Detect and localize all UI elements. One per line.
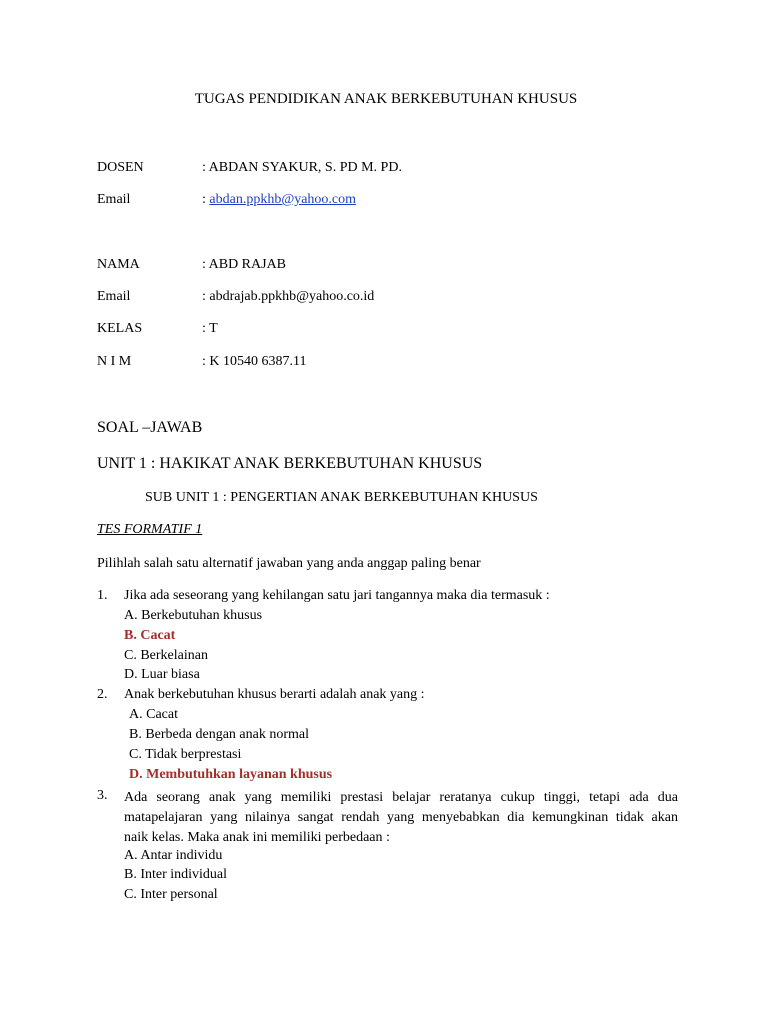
- dosen-label: DOSEN: [97, 160, 144, 175]
- question-2-option-b: B. Berbeda dengan anak normal: [129, 727, 309, 742]
- question-1-option-c: C. Berkelainan: [124, 648, 208, 663]
- question-3-option-a: A. Antar individu: [124, 848, 223, 863]
- dosen-value: : ABDAN SYAKUR, S. PD M. PD.: [202, 160, 402, 175]
- question-3-line: naik kelas. Maka anak ini memiliki perbedaan :: [124, 830, 390, 845]
- question-2-number: 2.: [97, 687, 108, 702]
- nama-label: NAMA: [97, 257, 140, 272]
- nim-value: : K 10540 6387.11: [202, 354, 307, 369]
- dosen-email-row: [202, 192, 356, 208]
- nim-label: N I M: [97, 354, 132, 369]
- question-3-option-c: C. Inter personal: [124, 887, 218, 902]
- question-3-number: 3.: [97, 788, 108, 803]
- question-3-line: matapelajaran yang nilainya sangat rendah yang menyebabkan dia kemungkinan tidak akan: [124, 810, 678, 825]
- document-title: TUGAS PENDIDIKAN ANAK BERKEBUTUHAN KHUSUS: [194, 91, 578, 107]
- question-1-option-a: A. Berkebutuhan khusus: [124, 608, 263, 623]
- dosen-email-link[interactable]: abdan.ppkhb@yahoo.com: [209, 192, 357, 207]
- question-1-option-b-answer: B. Cacat: [124, 628, 176, 643]
- question-3-line: Ada seorang anak yang memiliki prestasi belajar reratanya cukup tinggi, tetapi ada dua: [124, 790, 678, 805]
- question-1-text: Jika ada seseorang yang kehilangan satu jari tangannya maka dia termasuk :: [124, 588, 550, 603]
- instruction-text: Pilihlah salah satu alternatif jawaban yang anda anggap paling benar: [97, 556, 481, 571]
- student-email-label: Email: [97, 289, 131, 304]
- question-1-option-d: D. Luar biasa: [124, 667, 200, 682]
- dosen-email-prefix: :: [202, 192, 210, 207]
- kelas-value: : T: [202, 321, 218, 336]
- student-email-value: : abdrajab.ppkhb@yahoo.co.id: [202, 289, 375, 304]
- dosen-email-label: Email: [97, 192, 131, 207]
- kelas-label: KELAS: [97, 321, 143, 336]
- question-2-option-a: A. Cacat: [129, 707, 178, 722]
- question-1-number: 1.: [97, 588, 108, 603]
- soal-jawab-heading: SOAL –JAWAB: [97, 419, 203, 436]
- question-2-option-c: C. Tidak berprestasi: [129, 747, 242, 762]
- unit-heading: UNIT 1 : HAKIKAT ANAK BERKEBUTUHAN KHUSUS: [97, 455, 483, 472]
- question-2-text: Anak berkebutuhan khusus berarti adalah anak yang :: [124, 687, 425, 702]
- nama-value: : ABD RAJAB: [202, 257, 287, 272]
- sub-unit-heading: SUB UNIT 1 : PENGERTIAN ANAK BERKEBUTUHAN KHUSUS: [145, 490, 538, 505]
- question-2-option-d-answer: D. Membutuhkan layanan khusus: [129, 767, 333, 782]
- question-3-option-b: B. Inter individual: [124, 867, 228, 882]
- tes-formatif-heading: TES FORMATIF 1: [97, 522, 203, 537]
- question-3-text: [124, 788, 678, 848]
